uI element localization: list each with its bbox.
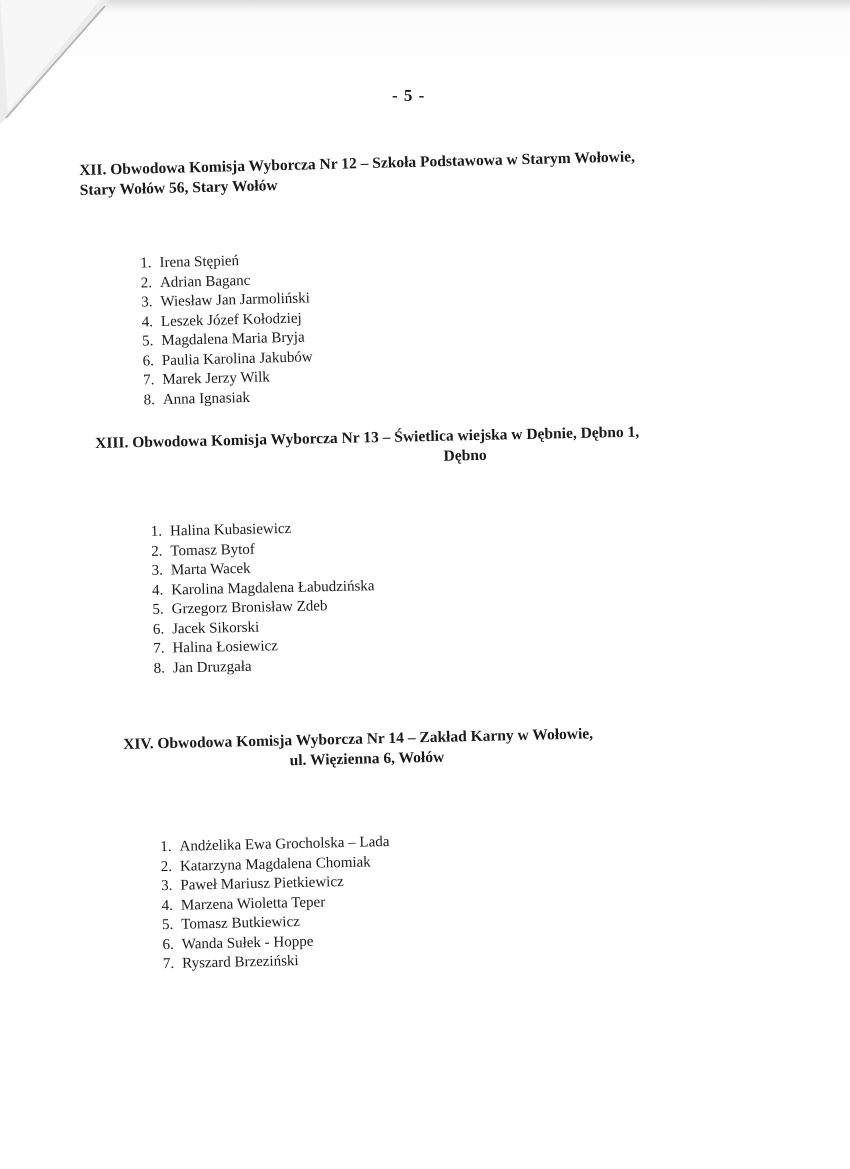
list-item [131,387,314,411]
member-name: Paweł Mariusz Pietkiewicz [180,874,344,894]
member-name: Paulia Karolina Jakubów [161,348,313,369]
section-heading [79,147,636,201]
heading-line-2: ul. Więzienna 6, Wołów [289,748,445,770]
commission-section-14 [123,724,594,973]
member-name: Adrian Baganc [159,272,251,291]
member-name: Marek Jerzy Wilk [162,369,270,389]
heading-line-1: XIII. Obwodowa Komisja Wyborcza Nr 13 – Świetlica wiejska w Dębnie, Dębno 1, [95,423,640,452]
section-heading [123,724,594,775]
member-name: Grzegorz Bronisław Zdeb [171,598,328,618]
item-number: 6. [142,352,155,370]
member-name: Anna Ignasiak [162,389,251,408]
heading-line-1: XIV. Obwodowa Komisja Wyborcza Nr 14 – Zakład Karny w Wołowie, [123,725,594,753]
item-number: 6. [162,936,174,953]
item-number: 4. [161,897,174,914]
item-number: 5. [141,333,154,350]
member-name: Tomasz Bytof [170,541,255,559]
heading-line-1: XII. Obwodowa Komisja Wyborcza Nr 12 – Szkoła Podstawowa w Starym Wołowie, [79,148,636,179]
member-name: Jan Druzgała [172,658,252,676]
member-name: Marzena Wioletta Teper [180,893,326,914]
member-name: Karolina Magdalena Łabudzińska [171,577,375,598]
member-name: Halina Łosiewicz [172,638,279,657]
member-name: Wanda Sułek - Hoppe [181,933,314,953]
member-list [138,518,376,679]
member-name: Marta Wacek [170,560,251,579]
member-name: Jacek Sikorski [171,619,260,637]
member-list [127,250,314,410]
member-name: Irena Stępień [159,253,240,272]
page-number: - 5 - [392,86,426,105]
item-number: 3. [161,877,173,895]
member-name: Andżelika Ewa Grocholska – Lada [179,833,390,855]
item-number: 6. [152,621,165,638]
item-number: 5. [161,916,174,934]
item-number: 2. [151,543,163,560]
item-number: 5. [152,601,164,618]
member-name: Magdalena Maria Bryja [161,329,305,350]
item-number: 4. [151,582,164,599]
item-number: 1. [140,255,152,272]
commission-section-13 [95,423,640,677]
item-number: 7. [153,640,165,657]
item-number: 4. [141,313,154,331]
member-name: Tomasz Butkiewicz [181,914,300,933]
section-heading [95,423,640,474]
heading-line-2: Dębno [443,446,487,465]
list-item [150,950,392,975]
folded-corner [0,0,110,125]
item-number: 8. [153,660,166,677]
item-number: 1. [150,523,163,540]
item-number: 7. [162,955,175,973]
member-name: Leszek Józef Kołodziej [160,310,302,330]
member-list [147,833,392,975]
member-name: Ryszard Brzeziński [182,953,299,972]
item-number: 2. [160,858,173,875]
item-number: 7. [142,372,155,389]
scan-top-edge [60,0,850,14]
commission-section-12 [79,147,636,408]
member-name: Wiesław Jan Jarmoliński [160,290,310,311]
item-number: 3. [141,294,153,311]
member-name: Halina Kubasiewicz [169,520,292,540]
item-number: 8. [143,391,156,408]
member-name: Katarzyna Magdalena Chomiak [179,853,371,875]
item-number: 3. [151,562,164,579]
item-number: 2. [140,274,153,292]
heading-line-2: Stary Wołów 56, Stary Wołów [79,177,278,199]
item-number: 1. [160,838,172,856]
